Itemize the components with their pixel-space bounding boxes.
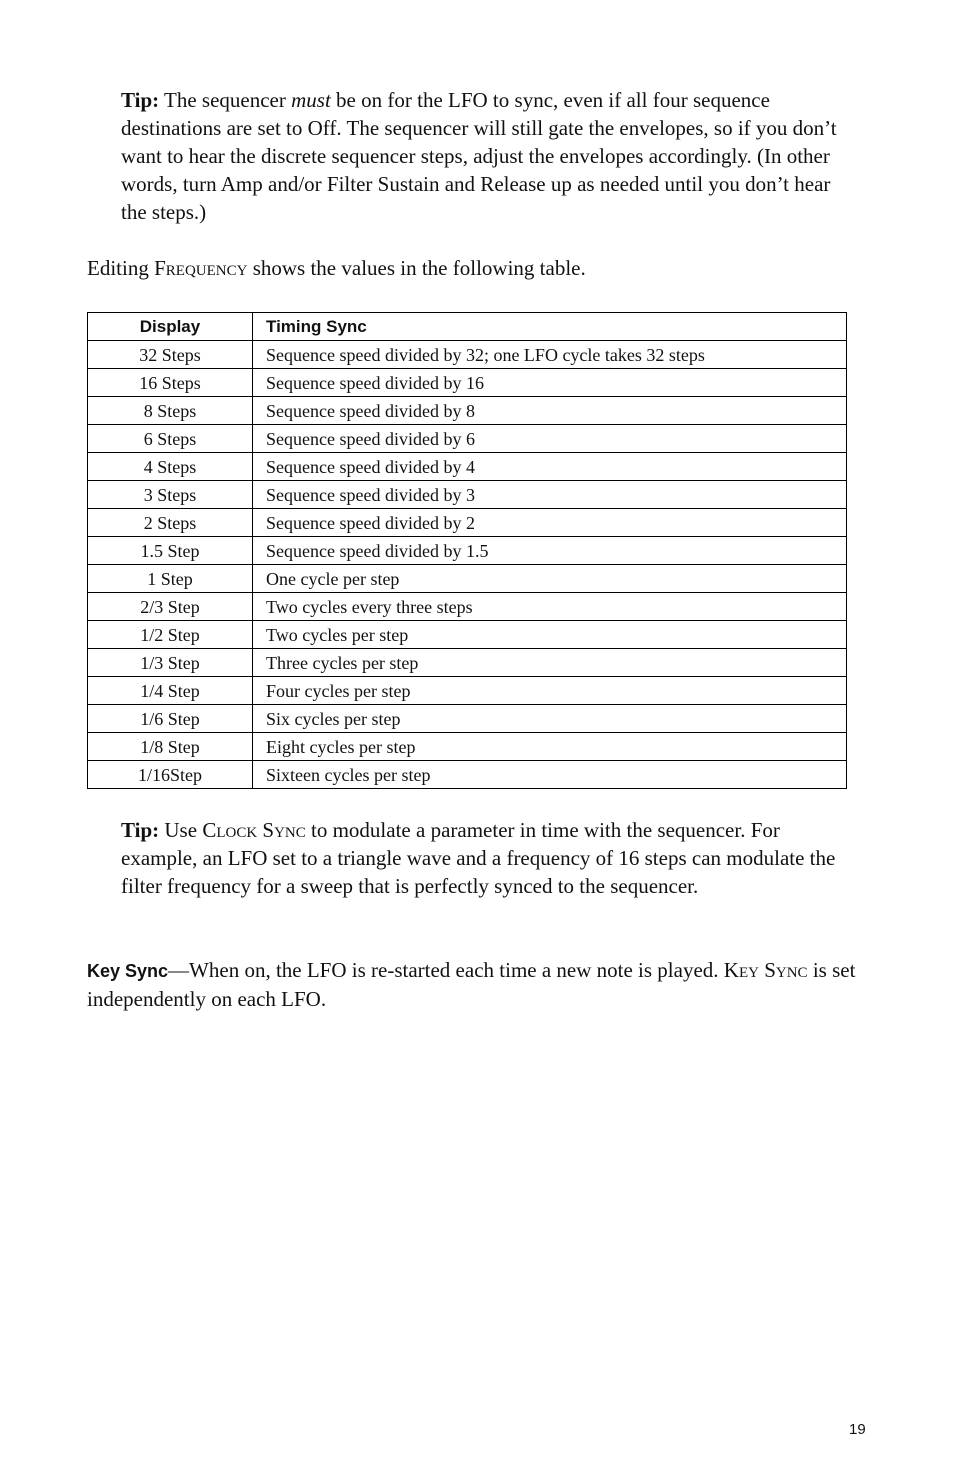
timing-sync-cell: One cycle per step — [253, 565, 847, 593]
timing-sync-cell: Sequence speed divided by 32; one LFO cycle takes 32 steps — [253, 341, 847, 369]
timing-sync-cell: Sequence speed divided by 16 — [253, 369, 847, 397]
tip-label: Tip: — [121, 88, 160, 112]
table-row — [88, 369, 847, 397]
table-row — [88, 509, 847, 537]
display-cell: 1/4 Step — [88, 677, 253, 705]
tip-text: Use — [159, 818, 203, 842]
intro-text: shows the values in the following table. — [247, 256, 586, 280]
tip-text: to modulate a parameter in time with the sequencer. For example, an LFO set to a triangle wave and a frequency of 16 steps can modulate the filter frequency for a sweep that is perfectly synced to the sequencer. — [121, 818, 836, 898]
display-cell: 1/8 Step — [88, 733, 253, 761]
header-display: Display — [88, 313, 253, 341]
clock-sync-param: Clock Sync — [202, 818, 306, 842]
display-cell: 4 Steps — [88, 453, 253, 481]
table-row — [88, 761, 847, 789]
tip-text: be on for the LFO to sync, even if all four sequence destinations are set to Off. The sequencer will still gate the envelopes, so if you don’t want to hear the discrete sequencer steps, adjust the envelopes accordingly. (In other words, turn Amp and/or Filter Sustain and Release up as needed until you don’t hear the steps.) — [121, 88, 837, 224]
table-row — [88, 593, 847, 621]
page-number: 19 — [849, 1421, 866, 1438]
key-sync-description — [87, 956, 877, 1013]
timing-sync-cell: Two cycles per step — [253, 621, 847, 649]
display-cell: 2/3 Step — [88, 593, 253, 621]
table-row — [88, 621, 847, 649]
key-sync-label: Key Sync — [87, 961, 169, 981]
timing-sync-cell: Six cycles per step — [253, 705, 847, 733]
display-cell: 1/6 Step — [88, 705, 253, 733]
key-sync-text: is set independently on each LFO. — [87, 958, 856, 1011]
timing-sync-cell: Eight cycles per step — [253, 733, 847, 761]
timing-sync-cell: Sequence speed divided by 8 — [253, 397, 847, 425]
intro-text: Editing — [87, 256, 155, 280]
timing-sync-cell: Sixteen cycles per step — [253, 761, 847, 789]
display-cell: 1 Step — [88, 565, 253, 593]
tip-label: Tip: — [121, 818, 160, 842]
frequency-param: Frequency — [154, 256, 248, 280]
table-row — [88, 481, 847, 509]
timing-sync-cell: Sequence speed divided by 3 — [253, 481, 847, 509]
table-row — [88, 453, 847, 481]
table-row — [88, 677, 847, 705]
table-row — [88, 705, 847, 733]
table-row — [88, 397, 847, 425]
display-cell: 2 Steps — [88, 509, 253, 537]
header-timing-sync: Timing Sync — [253, 313, 847, 341]
display-cell: 1.5 Step — [88, 537, 253, 565]
display-cell: 6 Steps — [88, 425, 253, 453]
table-row — [88, 341, 847, 369]
display-cell: 1/16Step — [88, 761, 253, 789]
display-cell: 8 Steps — [88, 397, 253, 425]
timing-sync-cell: Sequence speed divided by 4 — [253, 453, 847, 481]
tip-sequencer-must-be-on — [121, 86, 841, 226]
timing-sync-table — [87, 312, 847, 789]
tip-text: The sequencer — [159, 88, 292, 112]
table-row — [88, 425, 847, 453]
display-cell: 3 Steps — [88, 481, 253, 509]
display-cell: 1/3 Step — [88, 649, 253, 677]
key-sync-param: Key Sync — [723, 958, 808, 982]
display-cell: 1/2 Step — [88, 621, 253, 649]
tip-emphasis: must — [291, 88, 331, 112]
frequency-intro — [87, 254, 877, 282]
tip-clock-sync — [121, 816, 841, 900]
table-row — [88, 733, 847, 761]
table-row — [88, 649, 847, 677]
table-row — [88, 565, 847, 593]
key-sync-text: —When on, the LFO is re-started each time a new note is played. — [168, 958, 724, 982]
timing-sync-cell: Two cycles every three steps — [253, 593, 847, 621]
timing-sync-cell: Sequence speed divided by 1.5 — [253, 537, 847, 565]
table-row — [88, 537, 847, 565]
display-cell: 32 Steps — [88, 341, 253, 369]
timing-sync-cell: Sequence speed divided by 6 — [253, 425, 847, 453]
table-header-row — [88, 313, 847, 341]
timing-sync-cell: Four cycles per step — [253, 677, 847, 705]
timing-sync-cell: Sequence speed divided by 2 — [253, 509, 847, 537]
timing-sync-cell: Three cycles per step — [253, 649, 847, 677]
display-cell: 16 Steps — [88, 369, 253, 397]
